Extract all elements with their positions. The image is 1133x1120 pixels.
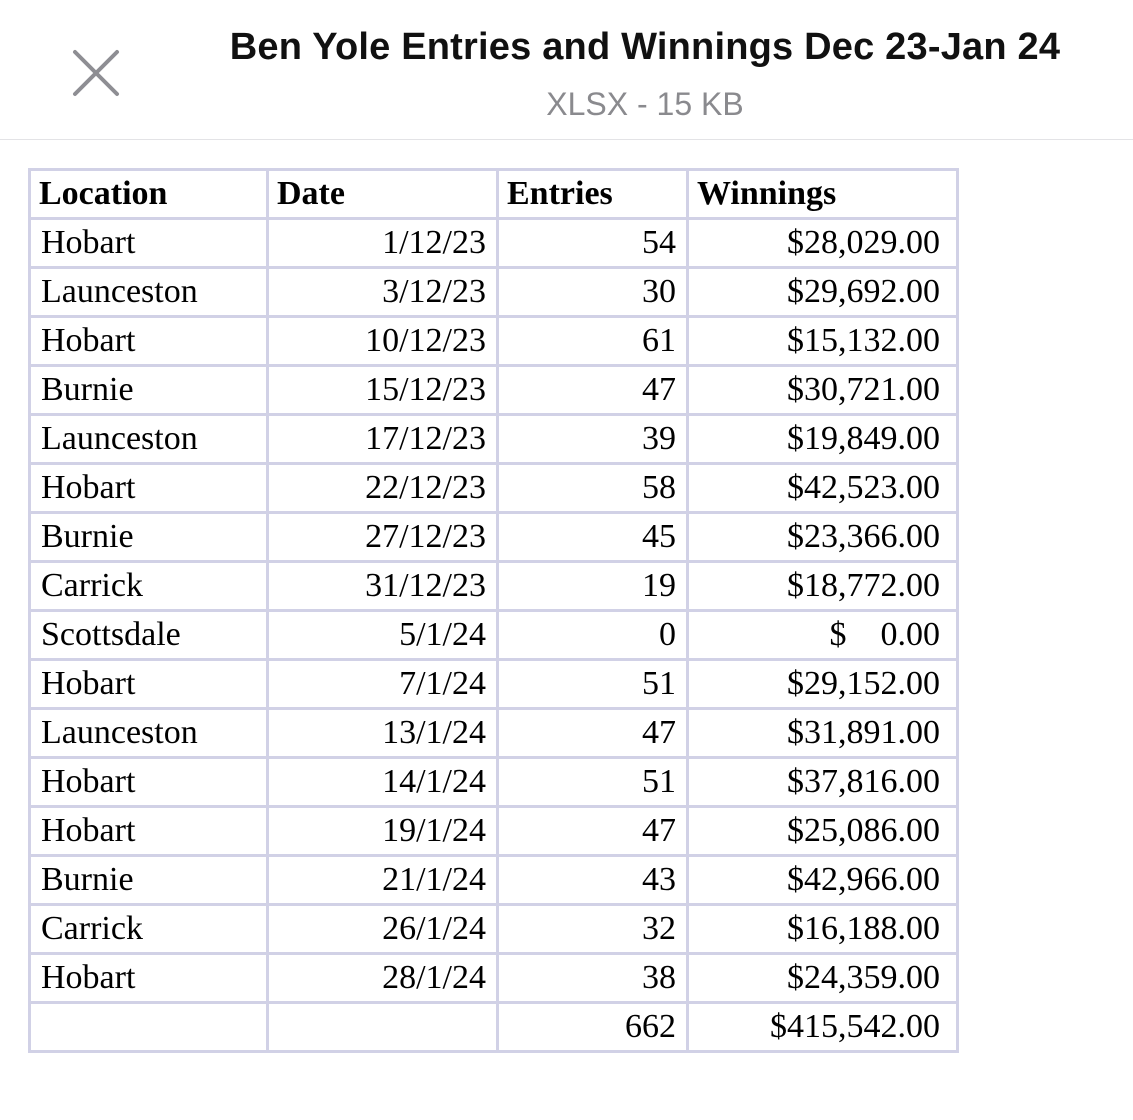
spreadsheet-view[interactable] xyxy=(28,168,959,1053)
cell-entries[interactable]: 38 xyxy=(498,954,688,1003)
cell-entries[interactable]: 47 xyxy=(498,709,688,758)
cell-entries[interactable]: 45 xyxy=(498,513,688,562)
cell-location[interactable]: Scottsdale xyxy=(30,611,268,660)
cell-winnings[interactable]: $42,966.00 xyxy=(688,856,958,905)
cell-entries[interactable]: 0 xyxy=(498,611,688,660)
cell-entries[interactable]: 51 xyxy=(498,660,688,709)
cell-entries[interactable]: 30 xyxy=(498,268,688,317)
cell-date[interactable]: 13/1/24 xyxy=(268,709,498,758)
cell-location[interactable]: Hobart xyxy=(30,807,268,856)
table-row xyxy=(30,856,958,905)
table-row xyxy=(30,219,958,268)
cell-date[interactable]: 5/1/24 xyxy=(268,611,498,660)
column-header-location[interactable]: Location xyxy=(30,170,268,219)
cell-winnings[interactable]: $23,366.00 xyxy=(688,513,958,562)
cell-location[interactable]: Burnie xyxy=(30,856,268,905)
cell-date[interactable]: 26/1/24 xyxy=(268,905,498,954)
column-header-entries[interactable]: Entries xyxy=(498,170,688,219)
cell-entries[interactable]: 47 xyxy=(498,807,688,856)
cell-winnings[interactable]: $19,849.00 xyxy=(688,415,958,464)
cell-date[interactable]: 28/1/24 xyxy=(268,954,498,1003)
cell-location[interactable]: Burnie xyxy=(30,513,268,562)
cell-location[interactable]: Burnie xyxy=(30,366,268,415)
cell-date[interactable]: 17/12/23 xyxy=(268,415,498,464)
table-row xyxy=(30,954,958,1003)
file-info: XLSX - 15 KB xyxy=(546,86,744,122)
cell-date[interactable]: 31/12/23 xyxy=(268,562,498,611)
cell-date[interactable]: 3/12/23 xyxy=(268,268,498,317)
column-header-winnings[interactable]: Winnings xyxy=(688,170,958,219)
cell-date[interactable]: 14/1/24 xyxy=(268,758,498,807)
cell-winnings[interactable]: $ 0.00 xyxy=(688,611,958,660)
cell-entries[interactable]: 47 xyxy=(498,366,688,415)
cell-date[interactable]: 1/12/23 xyxy=(268,219,498,268)
table-row xyxy=(30,268,958,317)
cell-winnings[interactable]: $37,816.00 xyxy=(688,758,958,807)
cell-winnings[interactable]: $29,692.00 xyxy=(688,268,958,317)
cell-entries[interactable]: 51 xyxy=(498,758,688,807)
cell-entries[interactable]: 39 xyxy=(498,415,688,464)
cell-entries[interactable]: 61 xyxy=(498,317,688,366)
table-row xyxy=(30,464,958,513)
viewer-header xyxy=(0,0,1133,140)
close-icon xyxy=(66,46,126,106)
table-row xyxy=(30,513,958,562)
cell-date[interactable]: 22/12/23 xyxy=(268,464,498,513)
cell-winnings[interactable]: $31,891.00 xyxy=(688,709,958,758)
cell-winnings[interactable]: $30,721.00 xyxy=(688,366,958,415)
total-entries[interactable]: 662 xyxy=(498,1003,688,1052)
cell-winnings[interactable]: $15,132.00 xyxy=(688,317,958,366)
cell-entries[interactable]: 32 xyxy=(498,905,688,954)
cell-entries[interactable]: 19 xyxy=(498,562,688,611)
cell-location[interactable]: Hobart xyxy=(30,758,268,807)
cell-location[interactable]: Hobart xyxy=(30,954,268,1003)
table-row xyxy=(30,660,958,709)
cell-location[interactable]: Launceston xyxy=(30,415,268,464)
cell-location[interactable]: Carrick xyxy=(30,905,268,954)
column-header-date[interactable]: Date xyxy=(268,170,498,219)
table-row xyxy=(30,366,958,415)
cell-date[interactable]: 27/12/23 xyxy=(268,513,498,562)
cell-date[interactable]: 21/1/24 xyxy=(268,856,498,905)
cell-date[interactable]: 15/12/23 xyxy=(268,366,498,415)
cell-winnings[interactable]: $28,029.00 xyxy=(688,219,958,268)
total-winnings[interactable]: $415,542.00 xyxy=(688,1003,958,1052)
cell-winnings[interactable]: $42,523.00 xyxy=(688,464,958,513)
table-row xyxy=(30,905,958,954)
cell-winnings[interactable]: $25,086.00 xyxy=(688,807,958,856)
header-row xyxy=(30,170,958,219)
table-row xyxy=(30,758,958,807)
total-cell-date[interactable] xyxy=(268,1003,498,1052)
cell-location[interactable]: Hobart xyxy=(30,660,268,709)
cell-location[interactable]: Launceston xyxy=(30,268,268,317)
cell-location[interactable]: Hobart xyxy=(30,317,268,366)
cell-entries[interactable]: 58 xyxy=(498,464,688,513)
cell-winnings[interactable]: $16,188.00 xyxy=(688,905,958,954)
cell-location[interactable]: Carrick xyxy=(30,562,268,611)
cell-location[interactable]: Launceston xyxy=(30,709,268,758)
cell-date[interactable]: 10/12/23 xyxy=(268,317,498,366)
totals-row xyxy=(30,1003,958,1052)
cell-date[interactable]: 19/1/24 xyxy=(268,807,498,856)
table-row xyxy=(30,415,958,464)
cell-winnings[interactable]: $24,359.00 xyxy=(688,954,958,1003)
table-row xyxy=(30,611,958,660)
cell-winnings[interactable]: $29,152.00 xyxy=(688,660,958,709)
table-row xyxy=(30,709,958,758)
spreadsheet-table xyxy=(28,168,959,1053)
cell-winnings[interactable]: $18,772.00 xyxy=(688,562,958,611)
table-row xyxy=(30,562,958,611)
table-row xyxy=(30,317,958,366)
cell-entries[interactable]: 43 xyxy=(498,856,688,905)
cell-entries[interactable]: 54 xyxy=(498,219,688,268)
document-title: Ben Yole Entries and Winnings Dec 23-Jan 24 xyxy=(229,26,1061,68)
table-row xyxy=(30,807,958,856)
cell-location[interactable]: Hobart xyxy=(30,219,268,268)
total-cell-location[interactable] xyxy=(30,1003,268,1052)
close-button[interactable] xyxy=(66,46,126,106)
cell-location[interactable]: Hobart xyxy=(30,464,268,513)
cell-date[interactable]: 7/1/24 xyxy=(268,660,498,709)
